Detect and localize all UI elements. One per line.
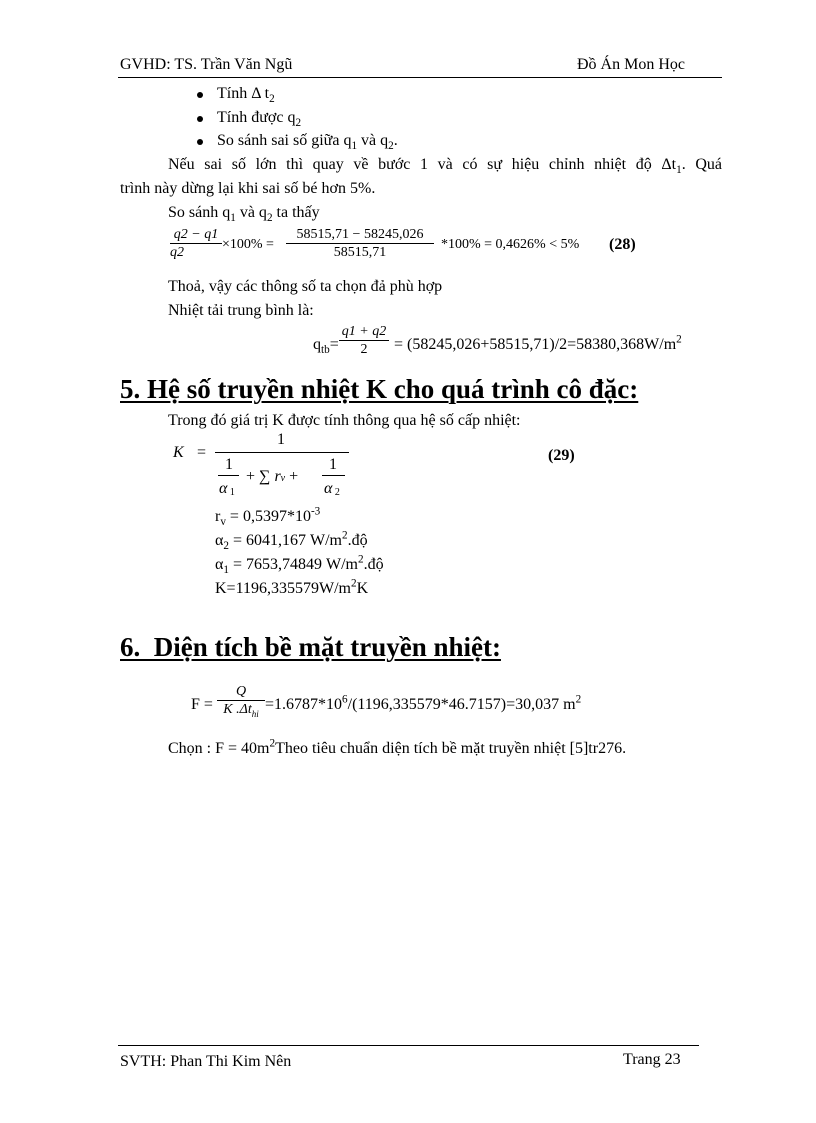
qtb-lhs: $q_{tb}=$ <box>313 336 339 357</box>
satisfied-line: Thoả, vậy các thông số ta chọn đả phù hợp <box>168 278 443 295</box>
eq29-den-one-b: 1 <box>329 456 337 473</box>
eq29-sum: + ∑ rv + <box>246 468 299 485</box>
qtb-fraction: q1 + q2 2 <box>339 323 389 358</box>
compare-line: So sánh $q_1$ và $q_2$ ta thấy <box>168 204 320 225</box>
area-rhs: $=1.6787*10^6/(1196,335579*46.7157)=30,037$ $m^2$ <box>265 693 582 713</box>
eq29-equals: = <box>197 444 207 461</box>
bullet-dot <box>197 139 203 145</box>
qtb-rhs: = $(58245,026+58515,71)/2=58380,368W/m^2$ <box>394 333 682 353</box>
bullet-item: Tính Δ $t_2$ <box>217 85 275 106</box>
eq29-lhs: K <box>173 444 184 461</box>
eq28-times: ×100% = <box>222 237 274 252</box>
eq28-tail: *100% = 0,4626% < 5% <box>441 237 580 252</box>
value-line: $K=1196,335579W/m^2K$ <box>215 577 369 597</box>
eq28-label: (28) <box>609 236 636 253</box>
bullet-item: Tính được $q_2$ <box>217 109 302 130</box>
header-rule <box>118 77 722 78</box>
choice-line: Chọn : $F = 40m^2Theo$ tiêu chuẩn diện tích bề mặt truyền nhiệt [5]tr276. <box>168 737 627 757</box>
value-line: $r_v = 0,5397*10^{-3}$ <box>215 505 321 529</box>
footer-rule <box>118 1045 699 1046</box>
alpha1-symbol: α 1 <box>219 480 235 498</box>
value-line: $\alpha_1 = 7653,74849$ $W/m^2.độ$ <box>215 553 384 577</box>
area-lhs: F = <box>191 696 213 713</box>
eq29-main-bar <box>215 452 349 453</box>
value-line: $\alpha_2 = 6041,167$ $W/m^2.độ$ <box>215 529 368 553</box>
section5-title: 5. Hệ số truyền nhiệt K cho quá trình cô đặc: <box>120 374 639 404</box>
alpha2-symbol: α 2 <box>324 480 340 498</box>
avg-load-intro: Nhiệt tải trung bình là: <box>168 302 314 319</box>
footer-left: SVTH: Phan Thi Kim Nên <box>120 1053 292 1070</box>
bullet-item: So sánh sai số giữa $q_1$ và $q_2$. <box>217 132 398 153</box>
eq29-label: (29) <box>548 447 575 464</box>
eq28-lhs-fraction: q2 − q1 q2 <box>170 226 222 261</box>
eq29-sub-bar <box>322 475 345 476</box>
eq29-numerator: 1 <box>277 431 285 448</box>
bullet-dot <box>197 116 203 122</box>
header-left: GVHD: TS. Trần Văn Ngũ <box>120 56 293 73</box>
header-right: Đồ Án Mon Học <box>577 56 685 73</box>
eq29-sub-bar <box>218 475 239 476</box>
eq29-den-one-a: 1 <box>225 456 233 473</box>
section5-intro: Trong đó giá trị K được tính thông qua hệ số cấp nhiệt: <box>168 412 521 429</box>
paragraph-line: Nếu sai số lớn thì quay về bước 1 và có sự hiệu chỉnh nhiệt độ $\Delta t_1$. Quá <box>168 156 723 177</box>
footer-page-number: Trang 23 <box>623 1051 681 1068</box>
bullet-dot <box>197 92 203 98</box>
eq28-rhs-fraction: 58515,71 − 58245,026 58515,71 <box>286 226 434 261</box>
paragraph-line: trình này dừng lại khi sai số bé hơn 5%. <box>120 180 376 197</box>
section6-title: 6. Diện tích bề mặt truyền nhiệt: <box>120 632 501 662</box>
area-fraction: Q K $.\Delta t_{hi}$ <box>217 683 265 718</box>
